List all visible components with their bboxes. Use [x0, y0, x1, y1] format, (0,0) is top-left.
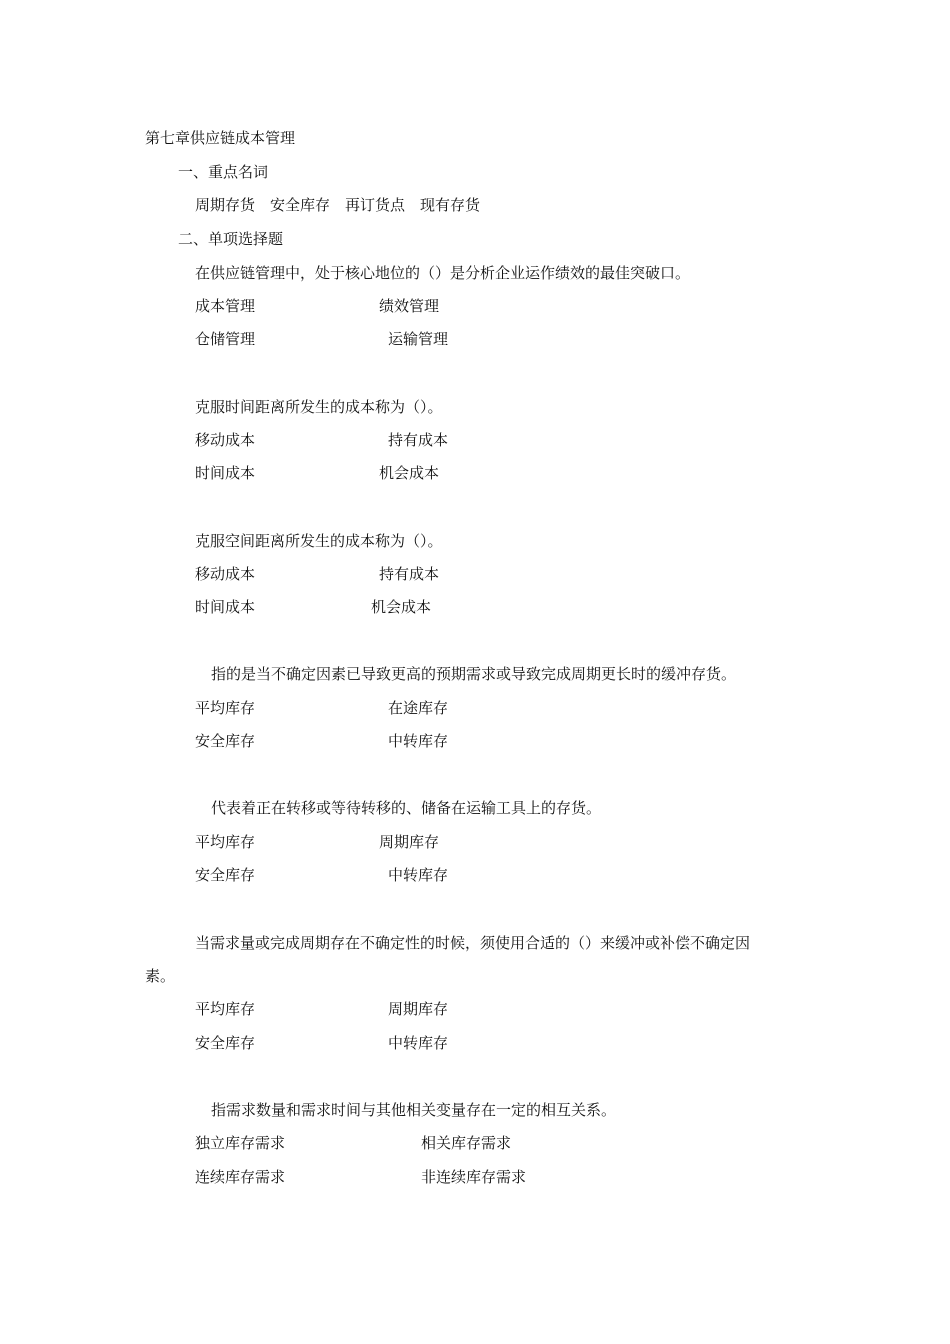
question-4-option-a: 平均库存: [195, 699, 256, 717]
question-2-stem: 克服时间距离所发生的成本称为（）。: [195, 398, 443, 416]
question-4-option-c: 安全库存: [195, 732, 256, 750]
question-5-option-d: 中转库存: [388, 866, 449, 884]
question-7-option-b: 相关库存需求: [421, 1134, 512, 1152]
question-6-option-b: 周期库存: [388, 1000, 449, 1018]
question-4-stem: 指的是当不确定因素已导致更高的预期需求或导致完成周期更长时的缓冲存货。: [211, 665, 737, 683]
question-2-option-d: 机会成本: [379, 464, 440, 482]
question-1-option-c: 仓储管理: [195, 330, 256, 348]
section1-heading: 一、重点名词: [178, 163, 269, 181]
question-1-stem: 在供应链管理中，处于核心地位的（）是分析企业运作绩效的最佳突破口。: [195, 264, 691, 282]
question-4-option-b: 在途库存: [388, 699, 449, 717]
question-6-stem-continuation: 素。: [145, 967, 176, 985]
question-5-option-c: 安全库存: [195, 866, 256, 884]
question-2-option-a: 移动成本: [195, 431, 256, 449]
question-3-option-c: 时间成本: [195, 598, 256, 616]
question-7-option-a: 独立库存需求: [195, 1134, 286, 1152]
question-3-option-a: 移动成本: [195, 565, 256, 583]
question-6-option-d: 中转库存: [388, 1034, 449, 1052]
question-1-option-a: 成本管理: [195, 297, 256, 315]
key-terms: 周期存货 安全库存 再订货点 现有存货: [195, 196, 481, 214]
question-7-option-d: 非连续库存需求: [421, 1168, 527, 1186]
question-2-option-b: 持有成本: [388, 431, 449, 449]
section2-heading: 二、单项选择题: [178, 230, 284, 248]
question-6-option-a: 平均库存: [195, 1000, 256, 1018]
question-6-stem: 当需求量或完成周期存在不确定性的时候，须使用合适的（）来缓冲或补偿不确定因: [195, 934, 751, 952]
question-3-option-b: 持有成本: [379, 565, 440, 583]
question-5-option-b: 周期库存: [379, 833, 440, 851]
question-6-option-c: 安全库存: [195, 1034, 256, 1052]
question-3-option-d: 机会成本: [371, 598, 432, 616]
question-4-option-d: 中转库存: [388, 732, 449, 750]
question-7-option-c: 连续库存需求: [195, 1168, 286, 1186]
chapter-title: 第七章供应链成本管理: [145, 129, 296, 147]
question-3-stem: 克服空间距离所发生的成本称为（）。: [195, 532, 443, 550]
question-5-option-a: 平均库存: [195, 833, 256, 851]
question-7-stem: 指需求数量和需求时间与其他相关变量存在一定的相互关系。: [211, 1101, 617, 1119]
question-1-option-d: 运输管理: [388, 330, 449, 348]
question-1-option-b: 绩效管理: [379, 297, 440, 315]
question-2-option-c: 时间成本: [195, 464, 256, 482]
question-5-stem: 代表着正在转移或等待转移的、储备在运输工具上的存货。: [211, 799, 602, 817]
